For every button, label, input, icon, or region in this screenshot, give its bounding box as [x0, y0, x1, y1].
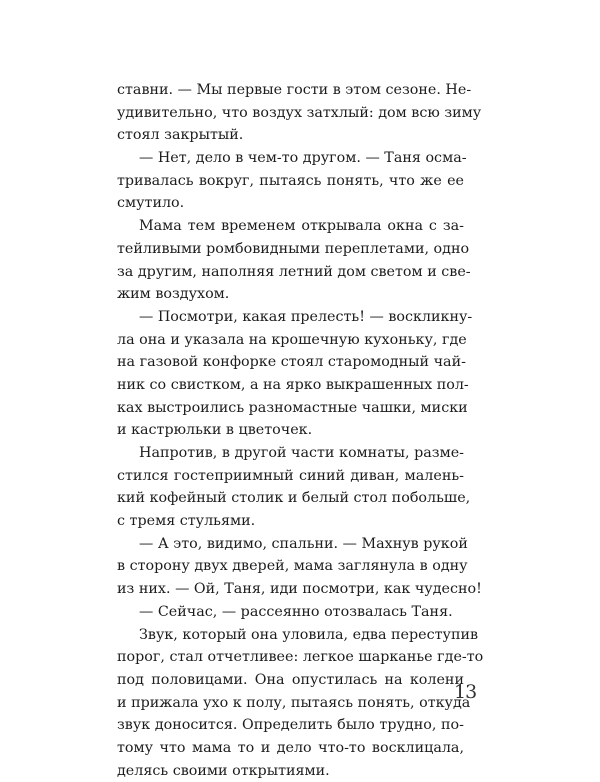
- text-line: ник со свистком, а на ярко выкрашенных пол-: [117, 376, 469, 393]
- text-line: стился гостеприимный синий диван, малень-: [117, 467, 464, 484]
- text-line: ставни. — Мы первые гости в этом сезоне. Не-: [117, 82, 472, 98]
- text-line: тривалась вокруг, пытаясь понять, что же ее: [117, 172, 464, 189]
- text-line: из них. — Ой, Таня, иди посмотри, как чудесно!: [117, 581, 482, 598]
- text-line: смутило.: [117, 195, 185, 212]
- text-line: жим воздухом.: [117, 286, 230, 303]
- text-line: за другим, наполняя летний дом светом и све-: [117, 263, 471, 280]
- text-line: делясь своими открытиями.: [117, 762, 330, 779]
- text-line: — Сейчас, — рассеянно отозвалась Таня.: [139, 603, 453, 620]
- text-line: ла она и указала на крошечную кухоньку, где: [117, 331, 467, 348]
- text-line: — А это, видимо, спальни. — Махнув рукой: [139, 535, 468, 552]
- text-line: — Нет, дело в чем-то другом. — Таня осма-: [139, 150, 467, 167]
- text-line: порог, стал отчетливее: легкое шарканье где-то: [117, 649, 484, 666]
- text-line: кий кофейный столик и белый стол побольше,: [117, 490, 471, 507]
- text-line: с тремя стульями.: [117, 513, 256, 530]
- page-number: 13: [454, 681, 477, 703]
- text-line: тейливыми ромбовидными переплетами, одно: [117, 240, 470, 257]
- text-line: и прижала ухо к полу, пытаясь понять, откуда: [117, 694, 471, 711]
- text-line: под половицами. Она опустилась на колени: [117, 671, 464, 688]
- text-line: удивительно, что воздух затхлый: дом всю зиму: [117, 104, 482, 121]
- text-line: стоял закрытый.: [117, 127, 244, 144]
- text-line: — Посмотри, какая прелесть! — воскликну-: [139, 308, 473, 325]
- text-line: в сторону двух дверей, мама заглянула в одну: [117, 558, 468, 575]
- text-line: звук доносится. Определить было трудно, по-: [117, 717, 464, 734]
- text-line: Напротив, в другой части комнаты, разме-: [139, 445, 464, 461]
- text-line: и кастрюльки в цветочек.: [117, 422, 313, 439]
- text-line: тому что мама то и дело что-то восклицала,: [117, 739, 464, 756]
- text-line: на газовой конфорке стоял старомодный чай-: [117, 354, 466, 371]
- text-line: Звук, который она уловила, едва переступив: [139, 626, 479, 643]
- text-line: ках выстроились разномастные чашки, миски: [117, 399, 468, 416]
- text-line: Мама тем временем открывала окна с за-: [139, 218, 464, 235]
